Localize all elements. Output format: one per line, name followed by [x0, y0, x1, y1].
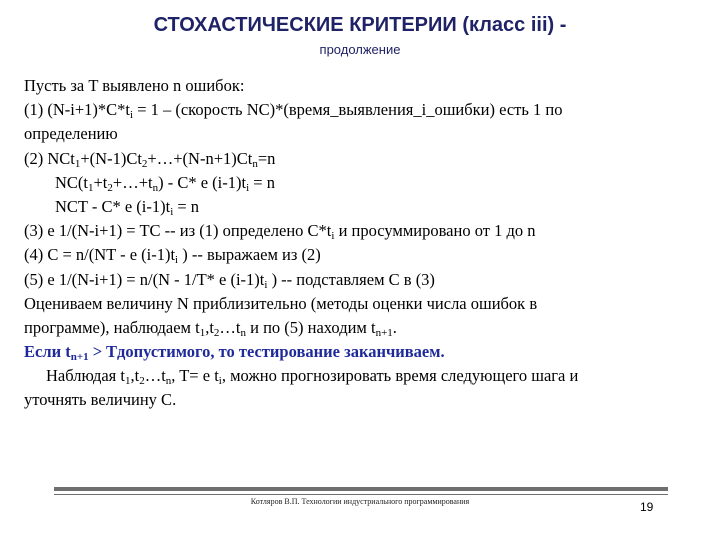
slide-subtitle: продолжение — [319, 42, 401, 57]
text-line: Оцениваем величину N приблизительно (методы оценки числа ошибок в — [24, 293, 538, 313]
footer-divider — [54, 487, 668, 491]
footer-author: Котляров В.П. Технологии индустриального программирования — [250, 497, 470, 506]
text-line: Наблюдая $t_1,t_2\dots t_n$, T= e $t_i$, можно прогнозировать время следующего шага и — [46, 366, 579, 388]
footer-divider-thin — [54, 494, 668, 495]
formula-line-5: (5) e 1/(N-i+1) = n/(N - 1/T* e $(i-1)t_i$ ) -- подставляем C в (3) — [24, 269, 435, 291]
formula-line-2: (2) $NCt_1+(N-1)Ct_2+\dots+(N-n+1)Ct_n=n$ — [24, 148, 276, 170]
stop-condition: Если $t_{n+1}$ > Tдопустимого, то тестирование заканчиваем. — [24, 342, 445, 364]
slide-body — [24, 74, 712, 413]
formula-line-1: (1) $(N-i+1)*C*t_i = 1$ – (скорость NC)*(время_выявления_i_ошибки) есть 1 по — [24, 100, 563, 122]
text-line: определению — [24, 124, 118, 144]
formula-line-3: (3) e 1/(N-i+1) = TC -- из (1) определено $C*t_i$ и просуммировано от 1 до n — [24, 221, 536, 243]
page-number: 19 — [640, 500, 654, 514]
formula-line-2b: NCT - C* e $(i-1)t_i = n$ — [55, 196, 200, 218]
text-line: программе), наблюдаем $t_1,t_2\dots t_n$ и по (5) находим $t_{n+1}$. — [24, 317, 397, 339]
formula-line-2a: $NC(t_1+t_2+\dots+t_n) - C*$ e $(i-1)t_i = n$ — [55, 172, 275, 194]
slide-title: СТОХАСТИЧЕСКИЕ КРИТЕРИИ (класс iii) - — [153, 14, 567, 36]
formula-line-4: (4) C = n/(NT - e $(i-1)t_i$ ) -- выражаем из (2) — [24, 245, 321, 267]
text-line: уточнять величину C. — [24, 390, 177, 410]
text-line: Пусть за T выявлено n ошибок: — [24, 76, 245, 95]
